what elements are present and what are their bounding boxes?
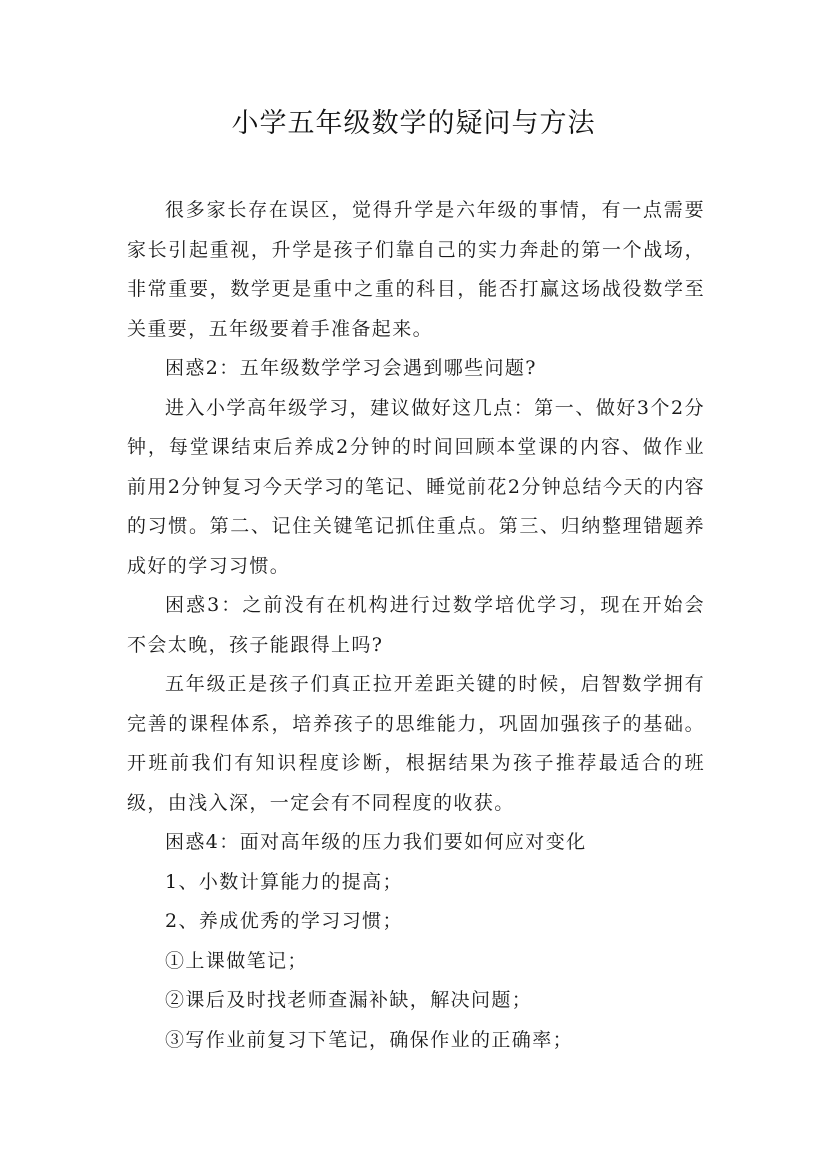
document-title: 小学五年级数学的疑问与方法 <box>231 108 596 139</box>
list-item-2: 2、养成优秀的学习习惯； <box>165 910 403 932</box>
sub-item-3: ③写作业前复习下笔记，确保作业的正确率； <box>165 1028 574 1051</box>
paragraph-question-2: 困惑2：五年级数学学习会遇到哪些问题? <box>165 357 537 379</box>
document-body <box>127 191 705 1060</box>
paragraph-question-4: 困惑4：面对高年级的压力我们要如何应对变化 <box>165 831 587 853</box>
sub-item-1: ①上课做笔记； <box>165 949 308 972</box>
sub-item-2: ②课后及时找老师查漏补缺，解决问题； <box>165 989 533 1011</box>
paragraph-question-3: 困惑3：之前没有在机构进行过数学培优学习，现在开始会不会太晚，孩子能跟得上吗? <box>127 594 705 656</box>
paragraph-answer-3: 五年级正是孩子们真正拉开差距关键的时候，启智数学拥有完善的课程体系，培养孩子的思维能力，巩固加强孩子的基础。开班前我们有知识程度诊断，根据结果为孩子推荐最适合的班级，由浅入深，一定会有不同程度的收获。 <box>127 673 705 814</box>
list-item-1: 1、小数计算能力的提高； <box>165 870 403 893</box>
paragraph-intro: 很多家长存在误区，觉得升学是六年级的事情，有一点需要家长引起重视，升学是孩子们靠自己的实力奔赴的第一个战场，非常重要，数学更是重中之重的科目，能否打赢这场战役数学至关重要，五年级要着手准备起来。 <box>127 199 705 340</box>
paragraph-answer-2: 进入小学高年级学习，建议做好这几点：第一、做好3个2分钟，每堂课结束后养成2分钟的时间回顾本堂课的内容、做作业前用2分钟复习今天学习的笔记、睡觉前花2分钟总结今天的内容的习惯。第二、记住关键笔记抓住重点。第三、归纳整理错题养成好的学习习惯。 <box>127 396 705 577</box>
